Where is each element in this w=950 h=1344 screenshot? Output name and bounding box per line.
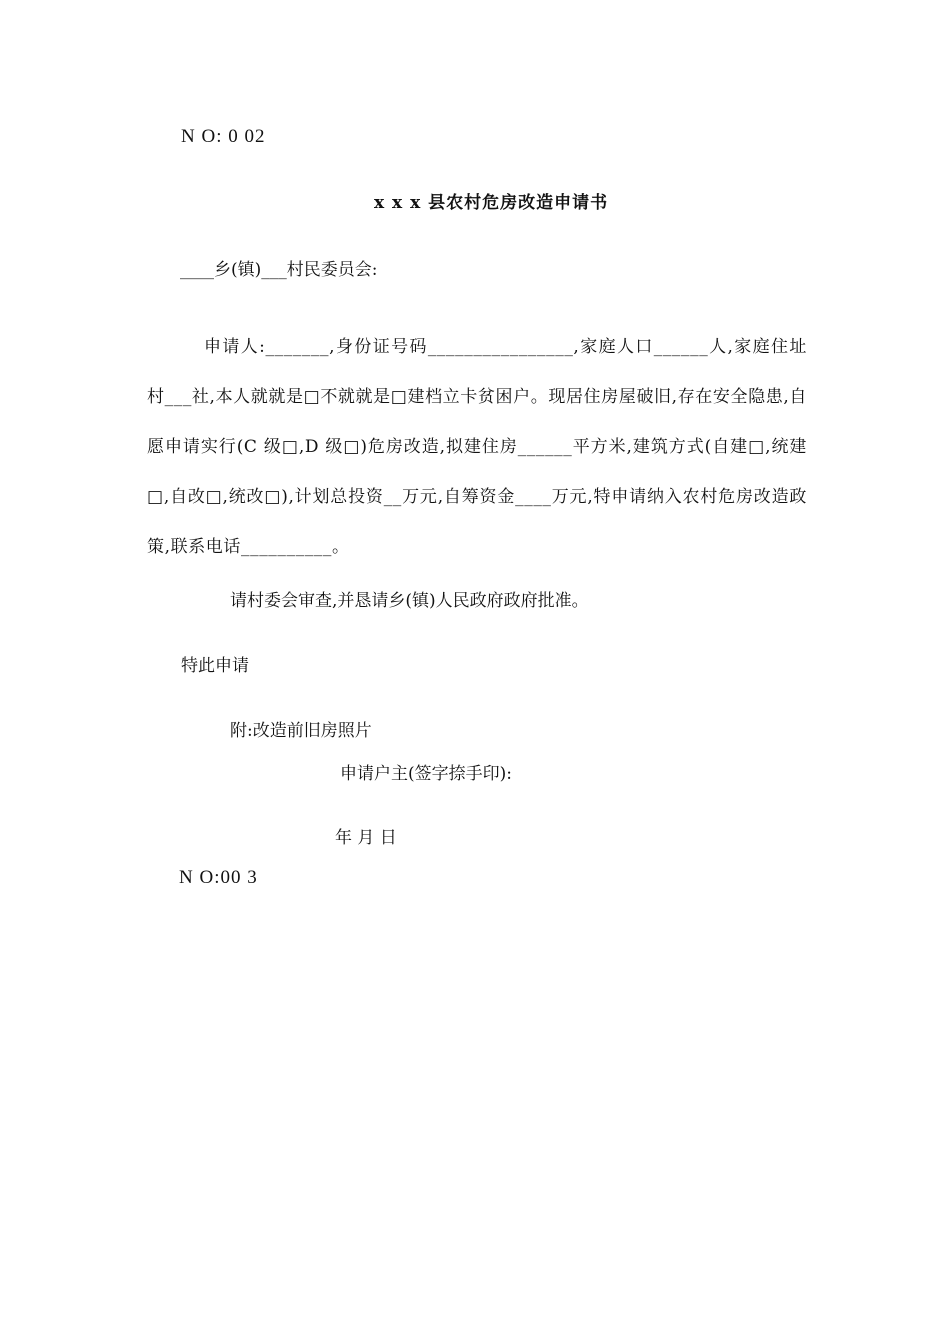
document-title: x x x 县农村危房改造申请书	[374, 193, 609, 213]
review-request: 请村委会审查,并恳请乡(镇)人民政府政府批准。	[230, 591, 589, 611]
date-line: 年 月 日	[335, 828, 397, 848]
closing-phrase: 特此申请	[181, 656, 249, 676]
addressee-line: ____乡(镇)___村民委员会:	[180, 260, 378, 280]
signature-label: 申请户主(签字捺手印):	[340, 764, 512, 784]
attachment-note: 附:改造前旧房照片	[230, 721, 372, 741]
document-number-top: N O: 0 02	[181, 126, 266, 147]
application-body: 申请人:_______,身份证号码________________,家庭人口______人,家庭住址村___社,本人就就是□不就就是□建档立卡贫困户。现居住房屋破旧,存在安全隐患,自愿申请实行(C 级□,D 级□)危房改造,拟建住房______平方米,建筑方式(自建□,统建□,自改□,统改□),计划总投资__万元,自筹资金____万元,特申请纳入农村危房改造政策,联系电话__________。	[147, 337, 807, 557]
document-number-bottom: N O:00 3	[179, 867, 258, 888]
